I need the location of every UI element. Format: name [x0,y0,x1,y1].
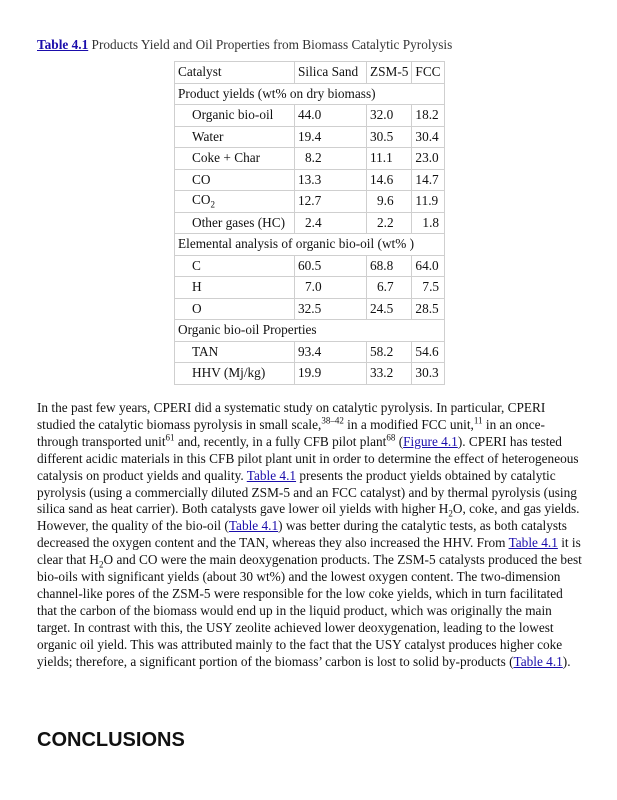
citation-sup: 61 [165,432,175,443]
section-title: Organic bio-oil Properties [175,320,445,342]
table-header-row [175,62,445,84]
para-text: presents the product yields obtained by catalytic pyrolysis (using a commercially diluted ZSM-5 and an FCC catalyst) and by thermal pyrolysis (using silica sand as heat carrier). Both catalysts gave lower oil yields with higher H [37,467,577,517]
row-label-text: Organic bio-oil [192,107,274,123]
cell-value: 7.5 [412,277,444,299]
table-section-row [175,83,445,105]
table-row [175,148,445,170]
para-text: ) was better during the catalytic tests, as both catalysts decreased the oxygen content and the TAN, whereas they also increased the HHV. From [37,518,567,551]
section-heading-conclusions: CONCLUSIONS [37,729,185,751]
row-label-text: HHV (Mj/kg) [192,365,266,381]
cell-value: 30.3 [412,363,444,385]
cell-value: 19.4 [295,126,367,148]
cell-value: 93.4 [295,341,367,363]
cell-value: 64.0 [412,255,444,277]
cell-value: 58.2 [367,341,412,363]
cell-value: 44.0 [295,105,367,127]
row-label [175,298,295,320]
table-row [175,298,445,320]
row-label [175,277,295,299]
citation-sup: 68 [386,432,396,443]
cell-value: 14.7 [412,169,444,191]
cell-value: 8.2 [295,148,367,170]
para-text: O, coke, and gas yields. However, the quality of the bio-oil ( [37,501,580,534]
figure-4-1-link[interactable]: Figure 4.1 [403,433,458,449]
table-row [175,255,445,277]
table-row [175,212,445,234]
row-label [175,126,295,148]
caption-text: Products Yield and Oil Properties from Biomass Catalytic Pyrolysis [88,37,453,52]
row-label [175,191,295,213]
para-text: in a modified FCC unit, [343,416,474,432]
row-label-text: O [192,300,202,316]
row-label-text: Water [192,128,224,144]
row-label [175,363,295,385]
cell-value: 11.1 [367,148,412,170]
cell-value: 7.0 [295,277,367,299]
row-label-text: C [192,257,201,273]
cell-value: 2.2 [367,212,412,234]
cell-value: 11.9 [412,191,444,213]
row-label [175,169,295,191]
cell-value: 32.0 [367,105,412,127]
row-label [175,255,295,277]
para-text: it is clear that H [37,535,581,568]
section-title: Product yields (wt% on dry biomass) [175,83,445,105]
table-4-1-link[interactable]: Table 4.1 [228,518,279,534]
table-4-1-link[interactable]: Table 4.1 [513,653,563,669]
cell-value: 18.2 [412,105,444,127]
table-4-1-link[interactable]: Table 4.1 [246,467,297,483]
cell-value: 2.4 [295,212,367,234]
table-row [175,105,445,127]
cell-value: 12.7 [295,191,367,213]
products-yield-table [174,61,445,385]
para-text: ). CPERI has tested different acidic materials in this CFB pilot plant unit in order to determine the effect of heterogeneous catalysis on product yields and quality. [37,433,579,483]
row-label [175,341,295,363]
body-paragraph [37,400,585,671]
row-label [175,212,295,234]
table-row [175,126,445,148]
header-catalyst: Catalyst [175,62,295,84]
citation-sup: 11 [473,415,483,426]
cell-value: 6.7 [367,277,412,299]
table-row [175,191,445,213]
row-label-text: CO [192,192,211,208]
row-label [175,105,295,127]
row-label-subscript: 2 [210,200,215,211]
para-text: In the past few years, CPERI did a systematic study on catalytic pyrolysis. In particular, CPERI studied the catalytic biomass pyrolysis in small scale, [37,400,546,432]
header-zsm5: ZSM-5 [367,62,412,84]
cell-value: 32.5 [295,298,367,320]
cell-value: 54.6 [412,341,444,363]
table-section-row [175,320,445,342]
cell-value: 30.4 [412,126,444,148]
cell-value: 9.6 [367,191,412,213]
header-fcc: FCC [412,62,444,84]
cell-value: 24.5 [367,298,412,320]
cell-value: 28.5 [412,298,444,320]
cell-value: 68.8 [367,255,412,277]
citation-sup: 38–42 [321,415,344,426]
header-silica-sand: Silica Sand [295,62,367,84]
cell-value: 33.2 [367,363,412,385]
table-4-1-caption-link[interactable]: Table 4.1 [37,37,89,52]
table-row [175,341,445,363]
para-text: in an once-through transported unit [37,416,545,449]
cell-value: 13.3 [295,169,367,191]
section-title: Elemental analysis of organic bio-oil (wt% ) [175,234,445,256]
table-row [175,277,445,299]
para-text: ). [562,653,571,669]
row-label-text: Other gases (HC) [192,214,286,230]
para-text: O and CO were the main deoxygenation products. The ZSM-5 catalysts produced the best bio-oils with significant yields (about 30 wt%) and the lowest oxygen content. The two-dimension channel-like pores of the ZSM-5 were responsible for the low coke yields, which in turn facilitated that the carbon of the biomass would end up in the liquid product, which was originally the main target. In contrast with this, the USY zeolite achieved lower deoxygenation, leading to the lowest organic oil yield. This was attributed mainly to the fact that the USY catalyst produces higher coke yields; therefore, a significant portion of the biomass’ carbon is lost to solid by-products ( [37,552,582,669]
subscript: 2 [448,509,453,520]
cell-value: 14.6 [367,169,412,191]
row-label-text: Coke + Char [192,150,261,166]
cell-value: 1.8 [412,212,444,234]
table-4-1-link[interactable]: Table 4.1 [508,535,558,551]
cell-value: 60.5 [295,255,367,277]
row-label [175,148,295,170]
para-text: ( [395,433,404,449]
table-caption [37,37,452,53]
cell-value: 23.0 [412,148,444,170]
para-text: and, recently, in a fully CFB pilot plant [174,433,387,449]
subscript: 2 [99,559,104,570]
table-row [175,169,445,191]
row-label-text: CO [192,171,211,187]
table-section-row [175,234,445,256]
cell-value: 19.9 [295,363,367,385]
cell-value: 30.5 [367,126,412,148]
table-row [175,363,445,385]
row-label-text: TAN [192,343,219,359]
row-label-text: H [192,279,202,295]
